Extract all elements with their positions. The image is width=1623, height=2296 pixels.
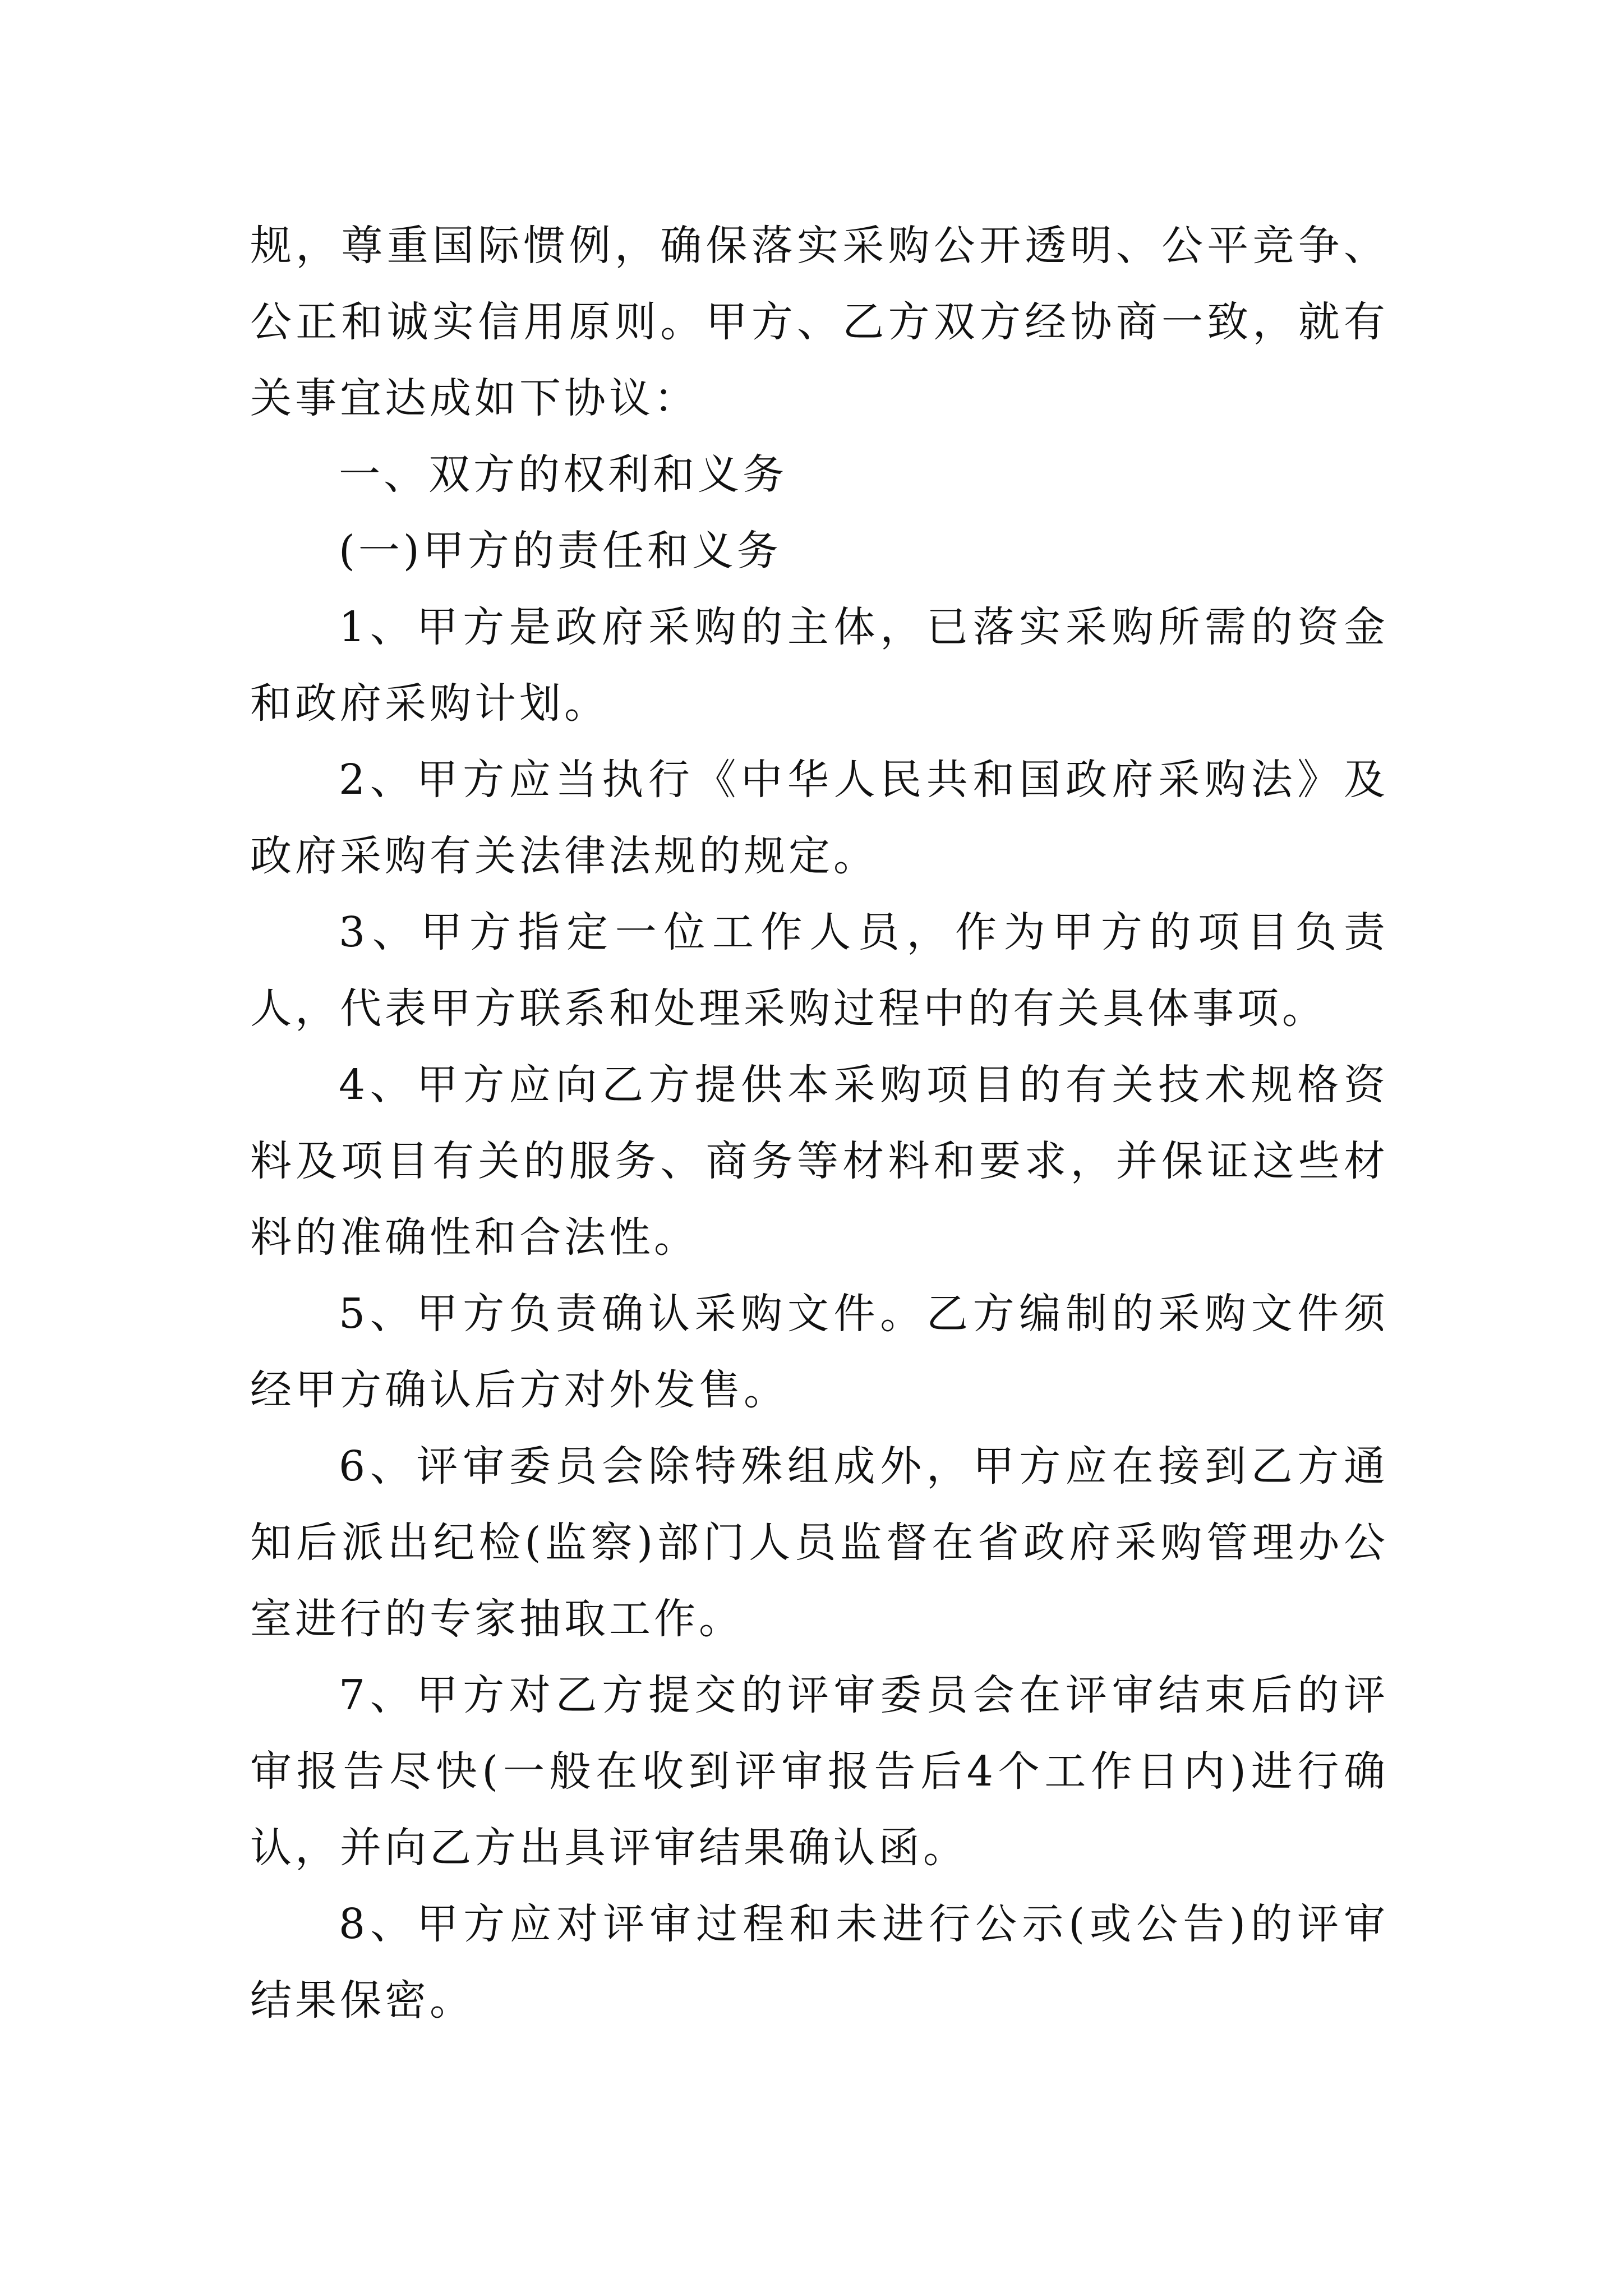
subsection-heading-party-a: (一)甲方的责任和义务 [339, 527, 782, 575]
document-page [250, 208, 1389, 2039]
clause-6: 6、评审委员会除特殊组成外，甲方应在接到乙方通知后派出纪检(监察)部门人员监督在省政府采购管理办公室进行的专家抽取工作。 [250, 1442, 1389, 1643]
clause-8: 8、甲方应对评审过程和未进行公示(或公告)的评审结果保密。 [250, 1900, 1389, 2024]
intro-paragraph: 规，尊重国际惯例，确保落实采购公开透明、公平竞争、公正和诚实信用原则。甲方、乙方双方经协商一致，就有关事宜达成如下协议： [250, 222, 1389, 422]
section-heading-rights-obligations: 一、双方的权利和义务 [339, 450, 787, 499]
clause-5: 5、甲方负责确认采购文件。乙方编制的采购文件须经甲方确认后方对外发售。 [250, 1290, 1389, 1414]
clause-7: 7、甲方对乙方提交的评审委员会在评审结束后的评审报告尽快(一般在收到评审报告后4个工作日内)进行确认，并向乙方出具评审结果确认函。 [250, 1671, 1389, 1872]
clause-1: 1、甲方是政府采购的主体，已落实采购所需的资金和政府采购计划。 [250, 603, 1389, 728]
clause-3: 3、甲方指定一位工作人员，作为甲方的项目负责人，代表甲方联系和处理采购过程中的有关具体事项。 [250, 908, 1389, 1033]
clause-4: 4、甲方应向乙方提供本采购项目的有关技术规格资料及项目有关的服务、商务等材料和要求，并保证这些材料的准确性和合法性。 [250, 1061, 1389, 1262]
clause-2: 2、甲方应当执行《中华人民共和国政府采购法》及政府采购有关法律法规的规定。 [250, 756, 1389, 880]
